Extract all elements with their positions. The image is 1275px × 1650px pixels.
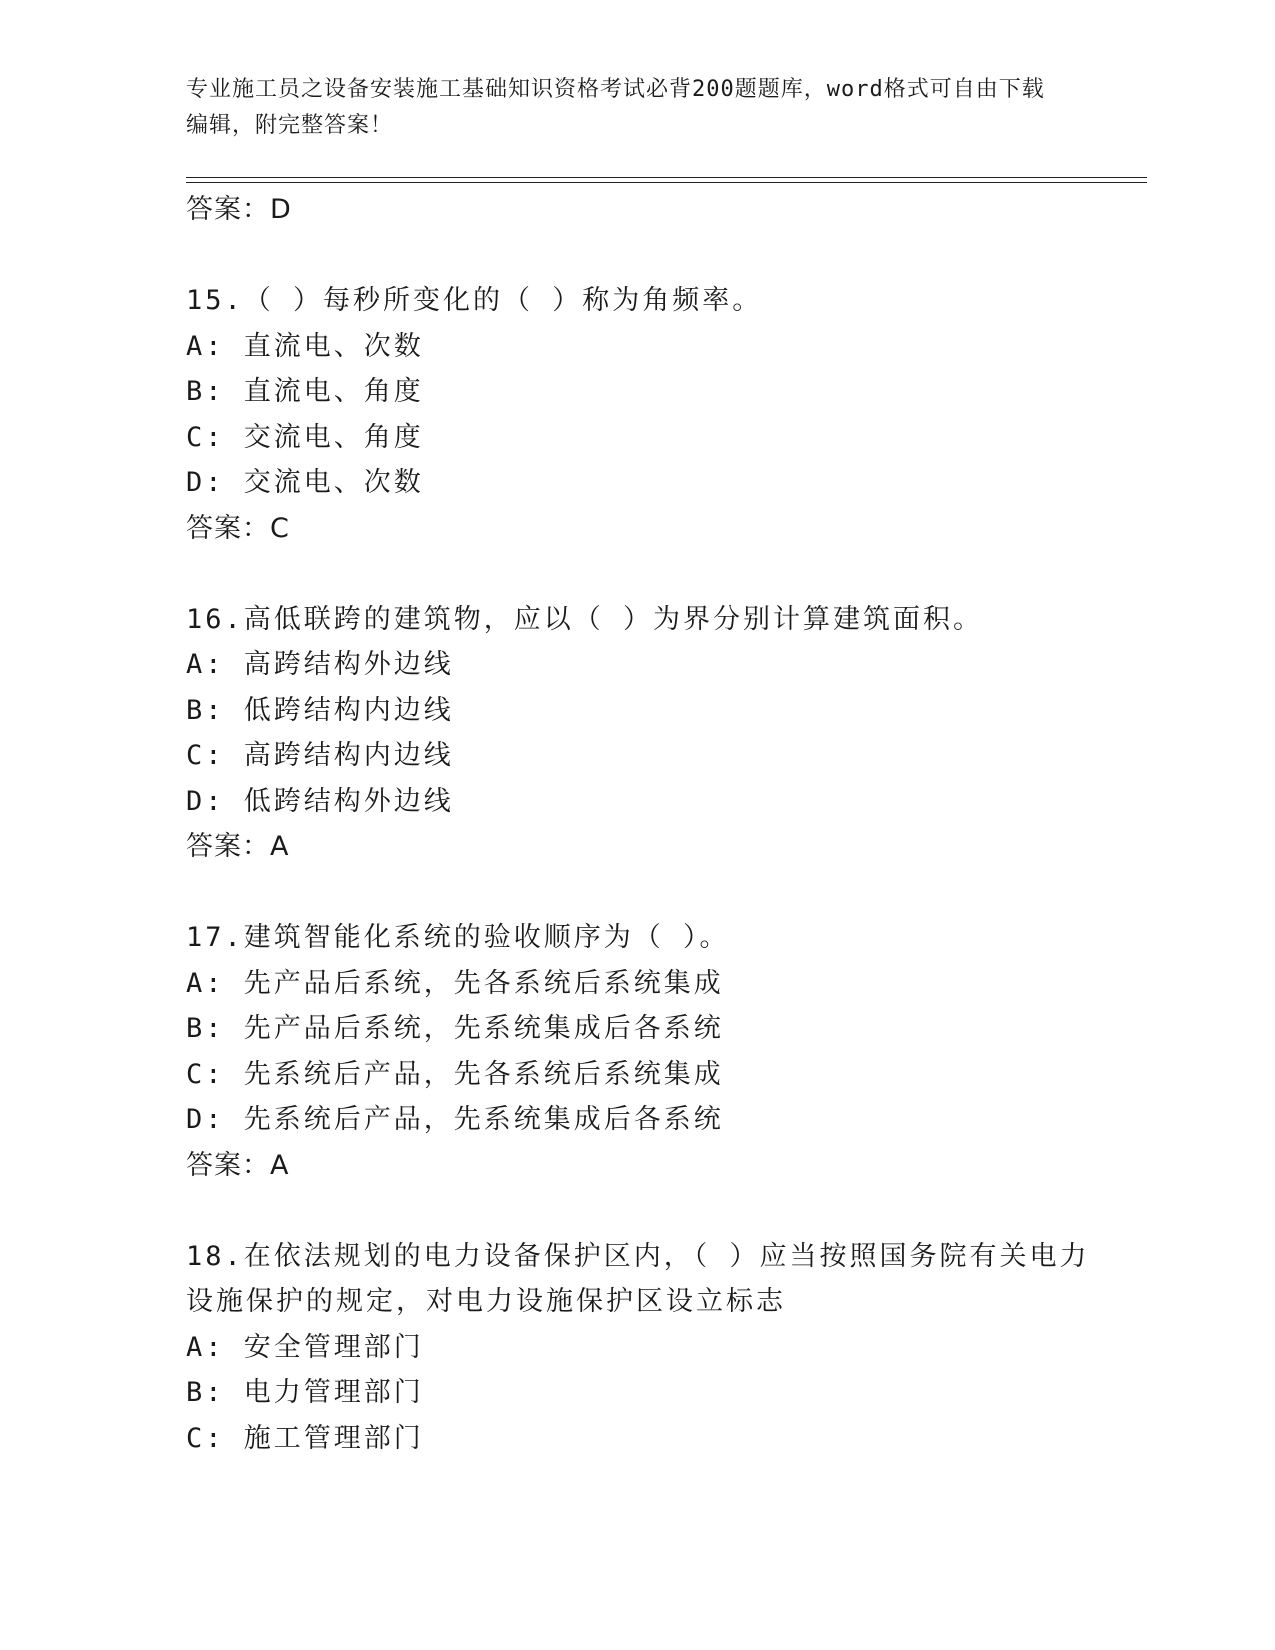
spacer: [186, 1188, 1086, 1234]
option-a: A: 直流电、次数: [186, 330, 424, 362]
answer-line: 答案：C: [186, 512, 290, 544]
question-list: [186, 187, 1090, 1461]
option-b: B: 直流电、角度: [186, 376, 424, 407]
option-c: C: 高跨结构内边线: [186, 740, 454, 771]
question-stem: 15.（ ）每秒所变化的（ ）称为角频率。: [186, 285, 763, 316]
question-stem: 17.建筑智能化系统的验收顺序为（ ）。: [186, 922, 730, 953]
option-d: D: 低跨结构外边线: [186, 785, 454, 817]
question-16: [186, 597, 1086, 870]
question-17: [186, 915, 1086, 1188]
answer-line: 答案：D: [186, 194, 292, 225]
option-c: C: 施工管理部门: [186, 1422, 424, 1454]
option-d: D: 交流电、次数: [186, 467, 424, 498]
question-stem: 16.高低联跨的建筑物，应以（ ）为界分别计算建筑面积。: [186, 603, 984, 635]
spacer: [186, 233, 1086, 279]
answer-line: 答案：A: [186, 1149, 290, 1181]
header-divider-bottom: [186, 182, 1147, 183]
spacer: [186, 870, 1086, 916]
question-stem: 18.在依法规划的电力设备保护区内，（ ）应当按照国务院有关电力: [186, 1240, 1090, 1272]
option-a: A: 高跨结构外边线: [186, 649, 454, 680]
question-stem-continued: 设施保护的规定，对电力设施保护区设立标志: [186, 1286, 786, 1317]
option-b: B: 电力管理部门: [186, 1377, 424, 1408]
answer-line: 答案：A: [186, 831, 290, 862]
question-18: [186, 1234, 1090, 1462]
header-divider-top: [186, 177, 1147, 178]
option-a: A: 安全管理部门: [186, 1331, 424, 1363]
option-c: C: 交流电、角度: [186, 421, 424, 453]
option-a: A: 先产品后系统，先各系统后系统集成: [186, 967, 724, 999]
page-header-title: 专业施工员之设备安装施工基础知识资格考试必背200题题库，word格式可自由下载编辑，附完整答案！: [186, 77, 1045, 138]
spacer: [186, 551, 1086, 597]
option-d: D: 先系统后产品，先系统集成后各系统: [186, 1104, 724, 1135]
option-b: B: 先产品后系统，先系统集成后各系统: [186, 1013, 724, 1044]
option-c: C: 先系统后产品，先各系统后系统集成: [186, 1058, 724, 1090]
question-15: [186, 278, 1086, 551]
option-b: B: 低跨结构内边线: [186, 694, 454, 726]
